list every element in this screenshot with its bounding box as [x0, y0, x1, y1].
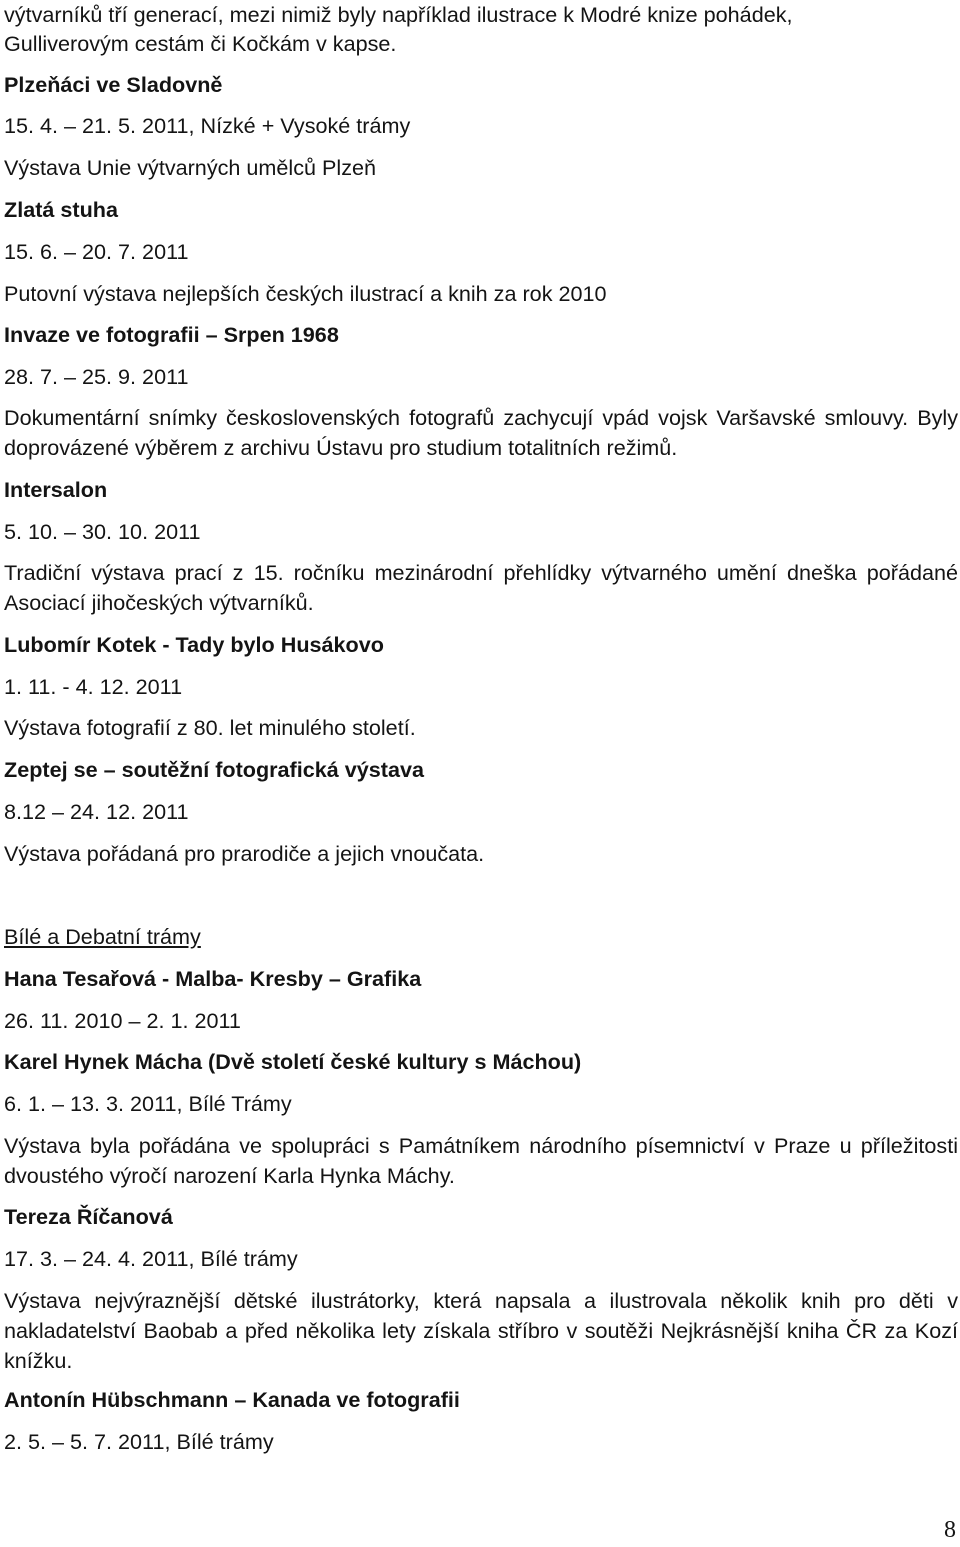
section-heading: Antonín Hübschmann – Kanada ve fotografii	[4, 1387, 460, 1412]
section-heading: Zlatá stuha	[4, 197, 118, 222]
date-line: 17. 3. – 24. 4. 2011, Bílé trámy	[4, 1246, 298, 1271]
paragraph: Dokumentární snímky československých fotografů zachycují vpád vojsk Varšavské smlouvy. Byly doprovázené výběrem z archivu Ústavu pro studium totalitních režimů.	[4, 405, 958, 460]
text-line: Výstava fotografií z 80. let minulého století.	[4, 715, 416, 740]
date-line: 6. 1. – 13. 3. 2011, Bílé Trámy	[4, 1091, 292, 1116]
date-line: 2. 5. – 5. 7. 2011, Bílé trámy	[4, 1429, 274, 1454]
section-heading: Lubomír Kotek - Tady bylo Husákovo	[4, 632, 384, 657]
text-line: Gulliverovým cestám či Kočkám v kapse.	[4, 31, 397, 56]
date-line: 5. 10. – 30. 10. 2011	[4, 519, 201, 544]
section-heading: Plzeňáci ve Sladovně	[4, 72, 223, 97]
text-line: Výstava pořádaná pro prarodiče a jejich vnoučata.	[4, 841, 485, 866]
date-line: 15. 4. – 21. 5. 2011, Nízké + Vysoké trámy	[4, 113, 411, 138]
date-line: 26. 11. 2010 – 2. 1. 2011	[4, 1008, 241, 1033]
date-line: 28. 7. – 25. 9. 2011	[4, 364, 189, 389]
section-heading: Tereza Říčanová	[4, 1204, 173, 1229]
date-line: 1. 11. - 4. 12. 2011	[4, 674, 183, 699]
section-heading: Zeptej se – soutěžní fotografická výstava	[4, 757, 425, 782]
text-line: výtvarníků tří generací, mezi nimiž byly například ilustrace k Modré knize pohádek,	[4, 2, 793, 27]
paragraph: Výstava byla pořádána ve spolupráci s Památníkem národního písemnictví v Praze u příležitosti dvoustého výročí narození Karla Hynka Máchy.	[4, 1133, 958, 1188]
date-line: 15. 6. – 20. 7. 2011	[4, 239, 189, 264]
date-line: 8.12 – 24. 12. 2011	[4, 799, 189, 824]
venue-heading: Bílé a Debatní trámy	[4, 924, 201, 949]
page-number: 8	[944, 1517, 956, 1543]
section-heading: Karel Hynek Mácha (Dvě století české kultury s Máchou)	[4, 1049, 582, 1074]
paragraph: Tradiční výstava prací z 15. ročníku mezinárodní přehlídky výtvarného umění dneška pořádané Asociací jihočeských výtvarníků.	[4, 560, 958, 615]
section-heading: Hana Tesařová - Malba- Kresby – Grafika	[4, 966, 422, 991]
text-line: Výstava Unie výtvarných umělců Plzeň	[4, 155, 377, 180]
section-heading: Intersalon	[4, 477, 108, 502]
section-heading: Invaze ve fotografii – Srpen 1968	[4, 322, 339, 347]
paragraph: Výstava nejvýraznější dětské ilustrátorky, která napsala a ilustrovala několik knih pro děti v nakladatelství Baobab a před několika lety získala stříbro v soutěži Nejkrásnější kniha ČR za Kozí knížku.	[4, 1288, 958, 1373]
text-line: Putovní výstava nejlepších českých ilustrací a knih za rok 2010	[4, 281, 607, 306]
